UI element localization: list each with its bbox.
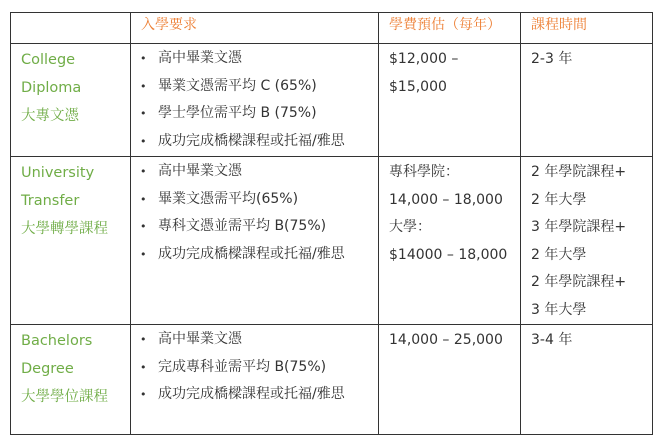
- duration-cell: 3-4 年: [521, 325, 653, 435]
- header-row: [11, 13, 653, 44]
- program-name: College Diploma 大專文憑: [21, 52, 82, 124]
- requirements-list: [131, 44, 378, 155]
- list-item: • 專科文憑並需平均 B(75%): [140, 218, 327, 234]
- list-item: • 畢業文憑需平均(65%): [140, 190, 299, 207]
- list-item: • 高中畢業文憑: [140, 50, 242, 66]
- fees-cell: $12,000 – $15,000: [379, 44, 521, 157]
- list-item: • 成功完成橋樑課程或托福/雅思: [140, 132, 345, 149]
- header-cell-duration: 課程時間: [521, 13, 653, 44]
- fees-cell: 專科學院： 14,000 – 18,000 大學： $14000 – 18,000: [379, 157, 521, 325]
- program-name: University Transfer 大學轉學課程: [21, 165, 108, 237]
- list-item: • 完成專科並需平均 B(75%): [140, 358, 327, 375]
- list-item: • 高中畢業文憑: [140, 331, 242, 347]
- fees-cell: 14,000 – 25,000: [379, 325, 521, 435]
- program-cell: [11, 325, 131, 435]
- table-row: [11, 157, 653, 325]
- list-item: • 成功完成橋樑課程或托福/雅思: [140, 386, 345, 402]
- requirements-list: [131, 157, 378, 268]
- table-row: [11, 44, 653, 157]
- requirements-list: [131, 325, 378, 409]
- header-cell-requirements: 入學要求: [131, 13, 379, 44]
- requirements-cell: [131, 157, 379, 325]
- list-item: • 高中畢業文憑: [140, 163, 242, 179]
- duration-cell: 2 年學院課程+ 2 年大學 3 年學院課程+ 2 年大學 2 年學院課程+ 3 年大學: [521, 157, 653, 325]
- program-cell: [11, 157, 131, 325]
- duration-cell: 2-3 年: [521, 44, 653, 157]
- header-cell-empty: [11, 13, 131, 44]
- header-cell-fees: 學費預估（每年）: [379, 13, 521, 44]
- program-comparison-table: [10, 12, 653, 435]
- list-item: • 畢業文憑需平均 C (65%): [140, 77, 317, 94]
- requirements-cell: [131, 44, 379, 157]
- list-item: • 學士學位需平均 B (75%): [140, 105, 317, 121]
- program-cell: [11, 44, 131, 157]
- requirements-cell: [131, 325, 379, 435]
- table-row: [11, 325, 653, 435]
- program-name: Bachelors Degree 大學學位課程: [21, 333, 108, 405]
- list-item: • 成功完成橋樑課程或托福/雅思: [140, 245, 345, 262]
